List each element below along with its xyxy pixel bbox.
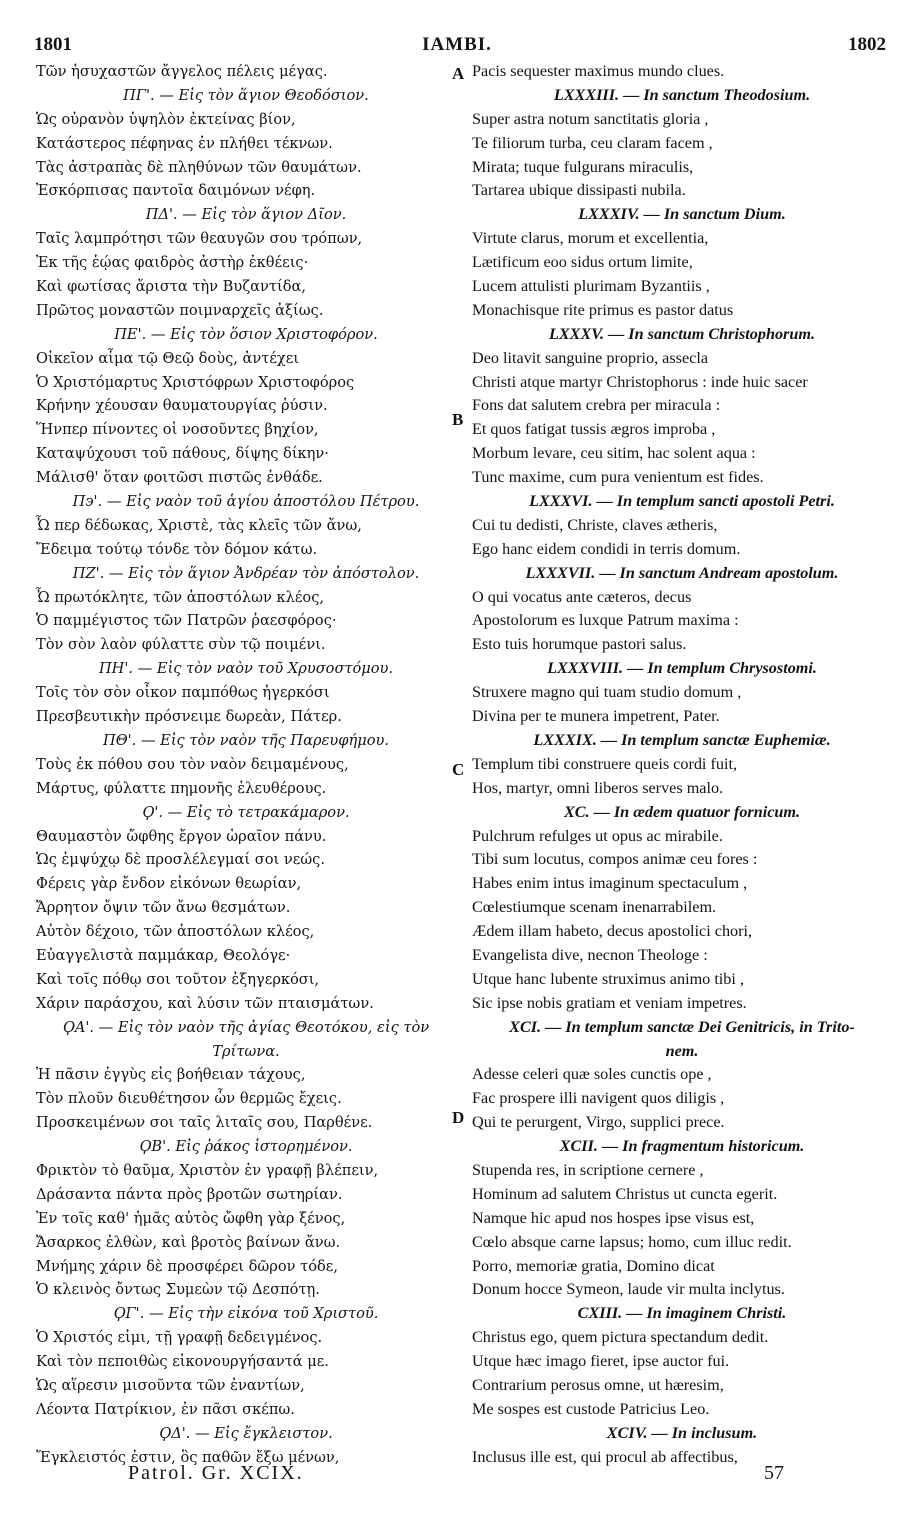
latin-verse-line: Apostolorum es luxque Patrum maxima : xyxy=(472,611,739,630)
greek-verse-line: Ἐσκόρπισας παντοῖα δαιμόνων νέφη. xyxy=(36,182,316,200)
latin-heading: LXXXVIII. — In templum Chrysostomi. xyxy=(547,659,817,678)
page-header xyxy=(28,34,886,60)
greek-heading: Ϙ'. — Εἰς τὸ τετρακάμαρον. xyxy=(142,803,350,821)
greek-verse-line: Καὶ τὸν πεποιθὼς εἰκονουργήσαντά με. xyxy=(36,1353,329,1371)
latin-verse-line: Struxere magno qui tuam studio domum , xyxy=(472,683,742,702)
greek-verse-line: Οἰκεῖον αἷμα τῷ Θεῷ δοὺς, ἀντέχει xyxy=(36,349,300,367)
latin-verse-line: Mirata; tuque fulgurans miraculis, xyxy=(472,157,694,176)
greek-verse-line: Δράσαντα πάντα πρὸς βροτῶν σωτηρίαν. xyxy=(36,1185,343,1203)
greek-verse-line: Τὰς ἀστραπὰς δὲ πληθύνων τῶν θαυμάτων. xyxy=(36,158,362,176)
latin-verse-line: Utque hæc imago fieret, ipse auctor fui. xyxy=(472,1352,730,1371)
latin-heading: XCIV. — In inclusum. xyxy=(606,1423,758,1442)
greek-verse-line: Ὁ κλεινὸς ὄντως Συμεὼν τῷ Δεσπότῃ. xyxy=(36,1281,320,1299)
latin-verse-line: Qui te perurgent, Virgo, supplici prece. xyxy=(472,1113,725,1132)
latin-text-column xyxy=(472,60,892,1470)
margin-letter-a: A xyxy=(452,64,465,83)
greek-verse-line: Τὸν σὸν λαὸν φύλαττε σὺν τῷ ποιμένι. xyxy=(36,636,326,654)
greek-verse-line: Τὸν πλοῦν διευθέτησον ὧν θερμῶς ἔχεις. xyxy=(36,1090,342,1108)
greek-verse-line: Προσκειμένων σοι ταῖς λιταῖς σου, Παρθένε. xyxy=(36,1114,373,1132)
greek-heading: ΠΗ'. — Εἰς τὸν ναὸν τοῦ Χρυσοστόμου. xyxy=(98,660,394,678)
latin-heading: LXXXIX. — In templum sanctæ Euphemiæ. xyxy=(533,730,831,749)
margin-letter-b: B xyxy=(452,410,464,429)
greek-text-column xyxy=(36,60,456,1470)
latin-verse-line: Me sospes est custode Patricius Leo. xyxy=(472,1399,710,1418)
latin-verse-line: Divina per te munera impetrent, Pater. xyxy=(472,707,720,726)
greek-verse-line: Λέοντα Πατρίκιον, ἐν πᾶσι σκέπω. xyxy=(36,1400,295,1418)
greek-verse-line: Αὐτὸν δέχοιο, τῶν ἀποστόλων κλέος, xyxy=(36,923,315,941)
page-footer xyxy=(0,1462,916,1492)
greek-verse-line: Καὶ τοῖς πόθῳ σοι τοῦτον ἐξηγερκόσι, xyxy=(36,970,320,988)
latin-verse-line: Esto tuis horumque pastori salus. xyxy=(472,635,687,654)
latin-heading: nem. xyxy=(665,1041,699,1060)
greek-heading: ΠΖ'. — Εἰς τὸν ἅγιον Ἀνδρέαν τὸν ἀπόστολον. xyxy=(72,564,420,582)
greek-verse-line: Πρεσβευτικὴν πρόσνειμε δωρεὰν, Πάτερ. xyxy=(36,708,342,726)
latin-heading: CXIII. — In imaginem Christi. xyxy=(577,1304,787,1323)
latin-verse-line: Deo litavit sanguine proprio, assecla xyxy=(472,348,708,367)
volume-signature: Patrol. Gr. XCIX. xyxy=(128,1462,304,1484)
latin-heading: LXXXV. — In sanctum Christophorum. xyxy=(548,324,815,343)
greek-verse-line: Ὡς ἐμψύχῳ δὲ προσλέλεγμαί σοι νεώς. xyxy=(36,851,325,869)
latin-verse-line: Adesse celeri quæ soles cunctis ope , xyxy=(472,1065,712,1084)
latin-heading: XC. — In ædem quatuor fornicum. xyxy=(563,802,801,821)
greek-heading: ϘΑ'. — Εἰς τὸν ναὸν τῆς ἁγίας Θεοτόκου, εἰς τὸν xyxy=(62,1018,430,1036)
latin-verse-line: Stupenda res, in scriptione cernere , xyxy=(472,1160,704,1179)
latin-verse-line: Morbum levare, ceu sitim, hac solent aqua : xyxy=(472,444,756,463)
latin-verse-line: Fac prospere illi navigent quos diligis , xyxy=(472,1089,725,1108)
greek-verse-line: Μάρτυς, φύλαττε πημονῆς ἐλευθέρους. xyxy=(36,779,327,797)
latin-verse-line: Cœlestiumque scenam inenarrabilem. xyxy=(472,898,717,917)
latin-verse-line: Donum hocce Symeon, laude vir multa inclytus. xyxy=(472,1280,785,1299)
running-title: IAMBI. xyxy=(422,34,492,55)
greek-verse-line: Ὦ περ δέδωκας, Χριστὲ, τὰς κλεῖς τῶν ἄνω, xyxy=(36,516,362,534)
greek-heading: ΠΘ'. — Εἰς τὸν ναὸν τῆς Παρευφήμου. xyxy=(102,731,390,749)
margin-letter-c: C xyxy=(452,760,465,779)
greek-verse-line: Ἄσαρκος ἐλθὼν, καὶ βροτὸς βαίνων ἄνω. xyxy=(36,1233,341,1251)
latin-heading: LXXXVI. — In templum sancti apostoli Petri. xyxy=(529,492,835,511)
latin-verse-line: Tartarea ubique dissipasti nubila. xyxy=(472,181,686,200)
greek-heading: ΠΔ'. — Εἰς τὸν ἅγιον Δῖον. xyxy=(145,206,347,224)
greek-verse-line: Ἔγκλειστός ἐστιν, ὃς παθῶν ἔξω μένων, xyxy=(36,1448,340,1466)
greek-verse-line: Πρῶτος μοναστῶν ποιμναρχεῖς ἀξίως. xyxy=(36,301,324,319)
right-page-number: 1802 xyxy=(848,34,886,55)
latin-verse-line: Lætificum eoo sidus ortum limite, xyxy=(472,253,693,272)
latin-verse-line: Cui tu dedisti, Christe, claves ætheris, xyxy=(472,515,718,534)
greek-heading: ϘΒ'. Εἰς ῥάκος ἱστορημένον. xyxy=(139,1138,353,1156)
greek-verse-line: Ἡ πᾶσιν ἐγγὺς εἰς βοήθειαν τάχους, xyxy=(36,1066,306,1084)
greek-verse-line: Ὁ Χριστός εἰμι, τῇ γραφῇ δεδειγμένος. xyxy=(36,1329,323,1347)
latin-verse-line: Ego hanc eidem condidi in terris domum. xyxy=(472,539,741,558)
greek-heading: Π϶'. — Εἰς ναὸν τοῦ ἁγίου ἀποστόλου Πέτρου. xyxy=(72,493,420,511)
greek-verse-line: Ταῖς λαμπρότησι τῶν θεαυγῶν σου τρόπων, xyxy=(36,230,363,248)
greek-verse-line: Τοὺς ἐκ πόθου σου τὸν ναὸν δειμαμένους, xyxy=(36,755,349,773)
latin-verse-line: Porro, memoriæ gratia, Domino dicat xyxy=(472,1256,715,1275)
latin-verse-line: O qui vocatus ante cæteros, decus xyxy=(472,587,692,606)
greek-heading: ϘΔ'. — Εἰς ἔγκλειστον. xyxy=(159,1424,333,1442)
greek-verse-line: Καταψύχουσι τοῦ πάθους, δίψης δίκην· xyxy=(36,445,329,463)
greek-verse-line: Ὡς αἵρεσιν μισοῦντα τῶν ἐναντίων, xyxy=(36,1376,305,1394)
greek-verse-line: Κατάστερος πέφηνας ἐν πλήθει τέκνων. xyxy=(36,134,333,152)
greek-verse-line: Φέρεις γὰρ ἔνδον εἰκόνων θεωρίαν, xyxy=(36,875,302,893)
latin-verse-line: Pacis sequester maximus mundo clues. xyxy=(472,62,725,80)
latin-verse-line: Et quos fatigat tussis ægros improba , xyxy=(472,420,716,439)
greek-heading: ϘΓ'. — Εἰς τὴν εἰκόνα τοῦ Χριστοῦ. xyxy=(113,1305,379,1323)
latin-verse-line: Pulchrum refulges ut opus ac mirabile. xyxy=(472,826,723,845)
greek-verse-line: Ἄρρητον ὄψιν τῶν ἄνω θεσμάτων. xyxy=(36,899,291,917)
greek-verse-line: Τῶν ἡσυχαστῶν ἄγγελος πέλεις μέγας. xyxy=(36,63,328,80)
latin-verse-line: Hos, martyr, omni liberos serves malo. xyxy=(472,778,724,797)
greek-verse-line: Ἥνπερ πίνοντες οἱ νοσοῦντες βηχίον, xyxy=(36,421,319,439)
latin-heading: LXXXVII. — In sanctum Andream apostolum. xyxy=(525,563,839,582)
greek-verse-line: Ἔδειμα τούτῳ τόνδε τὸν δόμον κάτω. xyxy=(36,540,318,558)
greek-verse-line: Φρικτὸν τὸ θαῦμα, Χριστὸν ἐν γραφῇ βλέπειν, xyxy=(36,1161,379,1179)
greek-verse-line: Χάριν παράσχου, καὶ λύσιν τῶν πταισμάτων. xyxy=(36,994,374,1012)
greek-verse-line: Ἐν τοῖς καθ' ἡμᾶς αὐτὸς ὤφθη γὰρ ξένος, xyxy=(36,1209,346,1227)
latin-verse-line: Tibi sum locutus, compos animæ ceu fores : xyxy=(472,850,758,869)
greek-verse-line: Καὶ φωτίσας ἄριστα τὴν Βυζαντίδα, xyxy=(36,278,306,296)
margin-letter-d: D xyxy=(452,1108,465,1127)
latin-verse-line: Utque hanc lubente struximus animo tibi , xyxy=(472,969,744,988)
greek-verse-line: Εὐαγγελιστὰ παμμάκαρ, Θεολόγε· xyxy=(36,946,291,964)
latin-verse-line: Fons dat salutem crebra per miracula : xyxy=(472,396,721,415)
greek-heading: ΠΓ'. — Εἰς τὸν ἅγιον Θεοδόσιον. xyxy=(123,86,369,104)
greek-heading: Τρίτωνα. xyxy=(212,1042,280,1060)
greek-verse-line: Ὡς οὐρανὸν ὑψηλὸν ἐκτείνας βίον, xyxy=(36,110,296,128)
latin-verse-line: Habes enim intus imaginum spectaculum , xyxy=(472,874,748,893)
latin-heading: LXXXIII. — In sanctum Theodosium. xyxy=(553,85,811,104)
greek-verse-line: Ὦ πρωτόκλητε, τῶν ἀποστόλων κλέος, xyxy=(36,588,325,606)
greek-verse-line: Ὁ παμμέγιστος τῶν Πατρῶν ῥαεσφόρος· xyxy=(36,612,337,630)
greek-verse-line: Κρήνην χέουσαν θαυματουργίας ῥύσιν. xyxy=(36,397,328,415)
greek-verse-line: Ὁ Χριστόμαρτυς Χριστόφρων Χριστοφόρος xyxy=(36,373,355,391)
latin-verse-line: Contrarium perosus omne, ut hæresim, xyxy=(472,1375,724,1394)
left-page-number: 1801 xyxy=(34,34,72,55)
latin-verse-line: Templum tibi construere queis cordi fuit, xyxy=(472,754,737,773)
greek-verse-line: Τοῖς τὸν σὸν οἶκον παμπόθως ἠγερκόσι xyxy=(36,684,330,702)
greek-verse-line: Θαυμαστὸν ὤφθης ἔργον ὡραῖον πάνυ. xyxy=(36,827,327,845)
latin-verse-line: Christus ego, quem pictura spectandum dedit. xyxy=(472,1328,769,1347)
latin-verse-line: Tunc maxime, cum pura venientum est fides. xyxy=(472,468,764,487)
latin-verse-line: Super astra notum sanctitatis gloria , xyxy=(472,109,709,128)
latin-verse-line: Lucem attulisti plurimam Byzantiis , xyxy=(472,277,710,296)
latin-verse-line: Te filiorum turba, ceu claram facem , xyxy=(472,133,713,152)
latin-verse-line: Namque hic apud nos hospes ipse visus est, xyxy=(472,1208,755,1227)
latin-verse-line: Cœlo absque carne lapsus; homo, cum illuc redit. xyxy=(472,1232,792,1251)
greek-verse-line: Ἐκ τῆς ἑῴας φαιδρὸς ἀστὴρ ἐκθέεις· xyxy=(36,254,309,272)
latin-verse-line: Evangelista dive, necnon Theologe : xyxy=(472,945,708,964)
latin-verse-line: Christi atque martyr Christophorus : inde huic sacer xyxy=(472,372,808,391)
greek-heading: ΠΕ'. — Εἰς τὸν ὅσιον Χριστοφόρον. xyxy=(114,325,378,343)
latin-verse-line: Monachisque rite primus es pastor datus xyxy=(472,300,734,319)
latin-verse-line: Inclusus ille est, qui procul ab affectibus, xyxy=(472,1447,738,1466)
latin-heading: LXXXIV. — In sanctum Dium. xyxy=(578,205,786,224)
signature-number: 57 xyxy=(764,1462,784,1484)
latin-heading: XCII. — In fragmentum historicum. xyxy=(559,1137,805,1156)
latin-verse-line: Sic ipse nobis gratiam et veniam impetres. xyxy=(472,993,747,1012)
greek-verse-line: Μνήμης χάριν δὲ προσφέρει δῶρον τόδε, xyxy=(36,1257,338,1275)
latin-verse-line: Hominum ad salutem Christus ut cuncta egerit. xyxy=(472,1184,778,1203)
greek-verse-line: Μάλισθ' ὅταν φοιτῶσι πιστῶς ἐνθάδε. xyxy=(36,469,323,487)
latin-verse-line: Virtute clarus, morum et excellentia, xyxy=(472,229,709,248)
latin-heading: XCI. — In templum sanctæ Dei Genitricis, in Trito- xyxy=(509,1017,855,1036)
latin-verse-line: Ædem illam habeto, decus apostolici chori, xyxy=(472,922,753,941)
